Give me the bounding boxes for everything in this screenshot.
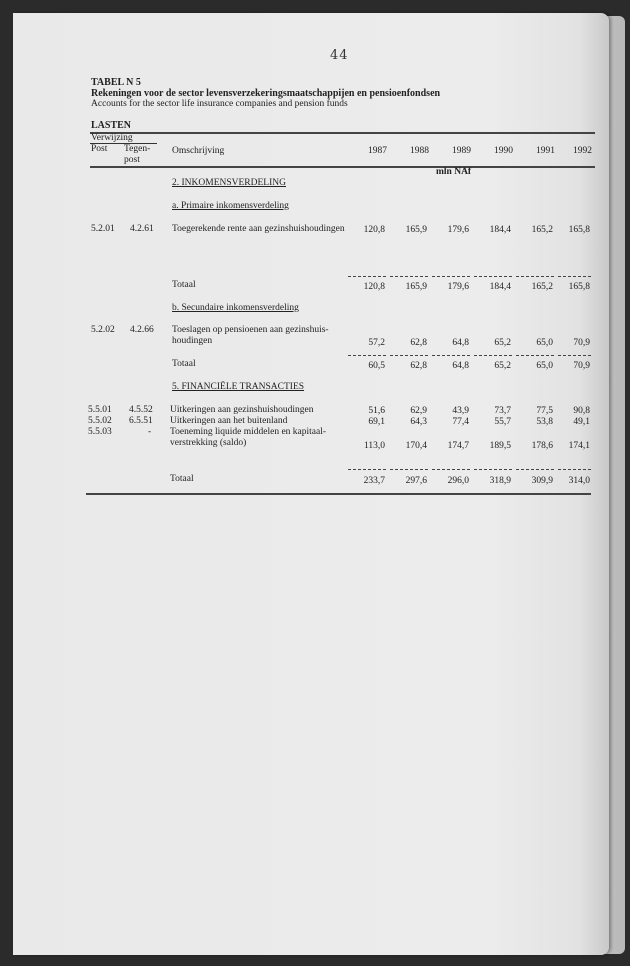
cell: 165,8 xyxy=(568,225,590,235)
subtotal-rule xyxy=(474,469,512,470)
total-cell: 165,8 xyxy=(568,282,590,292)
rule-top xyxy=(90,132,595,134)
cell: 57,2 xyxy=(368,338,385,348)
row-post: 5.2.02 xyxy=(91,325,115,335)
header-year: 1987 xyxy=(368,146,387,156)
cell: 65,0 xyxy=(536,338,553,348)
cell: 179,6 xyxy=(447,225,469,235)
row-post: 5.5.02 xyxy=(88,416,112,426)
subtotal-rule xyxy=(516,276,554,277)
row-post: 5.5.01 xyxy=(88,405,112,415)
header-counterpost-1: Tegen- xyxy=(124,144,151,154)
header-year: 1991 xyxy=(536,146,555,156)
subtotal-rule xyxy=(390,355,428,356)
total-cell: 70,9 xyxy=(573,361,590,371)
cell: 113,0 xyxy=(363,441,385,451)
row-description: Toegerekende rente aan gezinshuishoudingen xyxy=(172,224,345,234)
total-cell: 65,0 xyxy=(536,361,553,371)
cell: 65,2 xyxy=(494,338,511,348)
section-title: 2. INKOMENSVERDELING xyxy=(172,178,286,188)
cell: 165,9 xyxy=(405,225,427,235)
cell: 90,8 xyxy=(573,406,590,416)
subtotal-rule xyxy=(348,469,386,470)
cell: 120,8 xyxy=(363,225,385,235)
subtotal-rule xyxy=(348,276,386,277)
total-cell: 165,2 xyxy=(531,282,553,292)
cell: 73,7 xyxy=(494,406,511,416)
row-description-cont: houdingen xyxy=(172,336,213,346)
cell: 64,3 xyxy=(410,417,427,427)
row-post: 5.5.03 xyxy=(88,427,112,437)
total-label: Totaal xyxy=(172,359,196,369)
subtotal-rule xyxy=(432,469,470,470)
total-cell: 60,5 xyxy=(368,361,385,371)
total-cell: 318,9 xyxy=(489,476,511,486)
cell: 55,7 xyxy=(494,417,511,427)
rule-header-bottom xyxy=(90,166,595,168)
subtotal-rule xyxy=(390,469,428,470)
subtotal-rule xyxy=(558,469,591,470)
row-counterpost: 4.5.52 xyxy=(129,405,153,415)
header-year: 1990 xyxy=(494,146,513,156)
total-cell: 297,6 xyxy=(405,476,427,486)
row-description-cont: verstrekking (saldo) xyxy=(170,438,247,448)
cell: 62,8 xyxy=(410,338,427,348)
cell: 49,1 xyxy=(573,417,590,427)
subsection-title: b. Secundaire inkomensverdeling xyxy=(172,303,299,313)
subtotal-rule xyxy=(516,469,554,470)
cell: 69,1 xyxy=(368,417,385,427)
cell: 62,9 xyxy=(410,406,427,416)
subtotal-rule xyxy=(558,355,591,356)
subtotal-rule xyxy=(432,276,470,277)
header-year: 1989 xyxy=(452,146,471,156)
cell: 184,4 xyxy=(489,225,511,235)
table-subtitle: Accounts for the sector life insurance companies and pension funds xyxy=(91,99,348,109)
subtotal-rule xyxy=(516,355,554,356)
cell: 174,1 xyxy=(568,441,590,451)
subtotal-rule xyxy=(558,276,591,277)
unit-label: mln NAf xyxy=(436,167,472,177)
row-description: Toeneming liquide middelen en kapitaal- xyxy=(170,427,327,437)
section-title: 5. FINANCIËLE TRANSACTIES xyxy=(172,382,305,392)
table-label: TABEL N 5 xyxy=(91,77,141,88)
cell: 77,4 xyxy=(452,417,469,427)
cell: 178,6 xyxy=(531,441,553,451)
row-post: 5.2.01 xyxy=(91,224,115,234)
cell: 174,7 xyxy=(447,441,469,451)
total-cell: 120,8 xyxy=(363,282,385,292)
total-cell: 309,9 xyxy=(531,476,553,486)
cell: 51,6 xyxy=(368,406,385,416)
cell: 70,9 xyxy=(573,338,590,348)
rule-table-bottom xyxy=(86,493,591,495)
total-cell: 65,2 xyxy=(494,361,511,371)
total-cell: 165,9 xyxy=(405,282,427,292)
total-label: Totaal xyxy=(170,474,194,484)
cell: 165,2 xyxy=(531,225,553,235)
row-counterpost: 4.2.61 xyxy=(130,224,154,234)
row-counterpost: 4.2.66 xyxy=(130,325,154,335)
cell: 189,5 xyxy=(489,441,511,451)
header-reference: Verwijzing xyxy=(91,133,133,143)
subtotal-rule xyxy=(390,276,428,277)
subsection-title: a. Primaire inkomensverdeling xyxy=(172,201,289,211)
subtotal-rule xyxy=(474,276,512,277)
cell: 77,5 xyxy=(536,406,553,416)
cell: 43,9 xyxy=(452,406,469,416)
total-cell: 64,8 xyxy=(452,361,469,371)
header-year: 1992 xyxy=(573,146,592,156)
header-counterpost-2: post xyxy=(124,155,140,165)
row-description: Uitkeringen aan gezinshuishoudingen xyxy=(170,405,314,415)
subtotal-rule xyxy=(474,355,512,356)
row-description: Toeslagen op pensioenen aan gezinshuis- xyxy=(172,325,329,335)
total-cell: 296,0 xyxy=(447,476,469,486)
row-counterpost: - xyxy=(148,427,152,437)
page-number: 44 xyxy=(330,48,349,63)
header-year: 1988 xyxy=(410,146,429,156)
cell: 53,8 xyxy=(536,417,553,427)
row-counterpost: 6.5.51 xyxy=(129,416,153,426)
header-post: Post xyxy=(91,144,108,154)
subtotal-rule xyxy=(348,355,386,356)
subtotal-rule xyxy=(432,355,470,356)
table-title: Rekeningen voor de sector levensverzekeringsmaatschappijen en pensioenfondsen xyxy=(91,88,441,99)
cell: 170,4 xyxy=(405,441,427,451)
total-cell: 179,6 xyxy=(447,282,469,292)
header-description: Omschrijving xyxy=(172,146,225,156)
row-description: Uitkeringen aan het buitenland xyxy=(170,416,288,426)
total-label: Totaal xyxy=(172,280,196,290)
total-cell: 184,4 xyxy=(489,282,511,292)
total-cell: 233,7 xyxy=(363,476,385,486)
total-cell: 314,0 xyxy=(568,476,590,486)
table-side-label: LASTEN xyxy=(91,120,132,131)
cell: 64,8 xyxy=(452,338,469,348)
total-cell: 62,8 xyxy=(410,361,427,371)
